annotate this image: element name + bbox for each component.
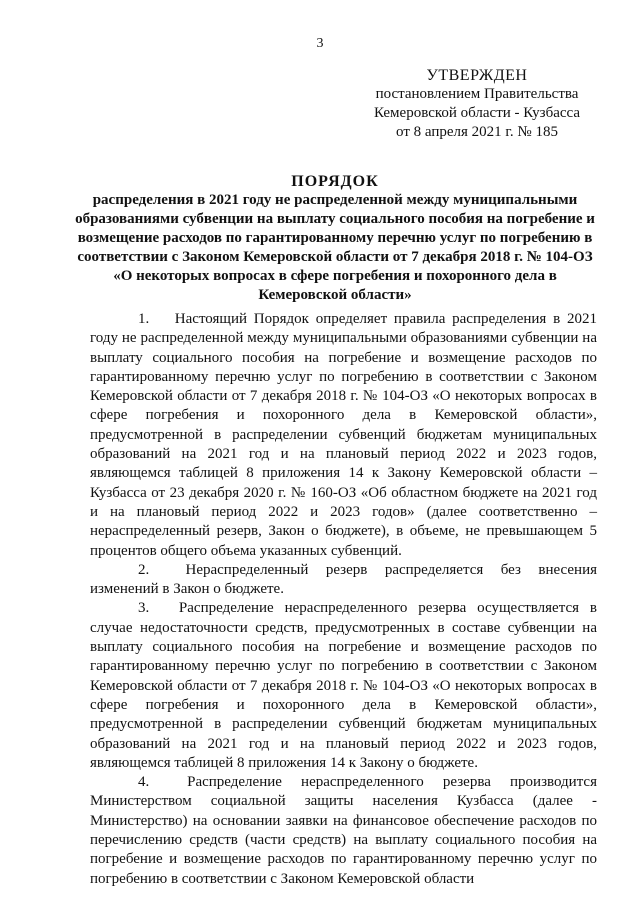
document-title-block [70,172,600,305]
paragraph-text: Распределение нераспределенного резерва осуществляется в случае недостаточности средств, предусмотренных в составе субвенции на выплату социального пособия на погребение и возмещение расходов по гарантированному перечню услуг по погребению в соответствии с Законом Кемеровской области от 7 декабря 2018 г. № 104-ОЗ «О некоторых вопросах в сфере погребения и похоронного дела в Кемеровской области», предусмотренной в распределении субвенций бюджетам муниципальных образований на 2021 год и на плановый период 2022 и 2023 годов, являющемся таблицей 8 приложения 14 к Закону о бюджете. [90,600,598,771]
document-subtitle: распределения в 2021 году не распределенной между муниципальными образованиями субвенции на выплату социального пособия на погребение и возмещение расходов по гарантированному перечню услуг по погребению в соответствии с Законом Кемеровской области от 7 декабря 2018 г. № 104-ОЗ «О некоторых вопросах в сфере погребения и похоронного дела в Кемеровской области» [75,192,595,303]
paragraph-text: Нераспределенный резерв распределяется без внесения изменений в Закон о бюджете. [90,561,598,598]
paragraph-2 [90,561,597,600]
paragraph-1 [90,310,597,561]
paragraph-number: 1. [138,311,150,327]
paragraph-text: Настоящий Порядок определяет правила распределения в 2021 году не распределенной между муниципальными образованиями субвенции на выплату социального пособия на погребение и возмещение расходов по гарантированному перечню услуг по погребению в соответствии с Законом Кемеровской области от 7 декабря 2018 г. № 104-ОЗ «О некоторых вопросах в сфере погребения и похоронного дела в Кемеровской области», предусмотренной в распределении субвенций бюджетам муниципальных образований на 2021 год и на плановый период 2022 и 2023 годов, являющемся таблицей 8 приложения 14 к Закону Кемеровской области – Кузбасса от 23 декабря 2020 г. № 160-ОЗ «Об областном бюджете на 2021 год и на плановый период 2022 и 2023 годов» (далее соответственно – нераспределенный резерв, Закон о бюджете), в объеме, не превышающем 5 процентов общего объема указанных субвенций. [90,311,597,559]
paragraph-4 [90,773,597,889]
paragraph-3 [90,599,597,773]
approval-heading: УТВЕРЖДЕН [426,67,528,84]
approval-line: постановлением Правительства [375,86,579,102]
approval-stamp-block [352,66,602,142]
paragraph-number: 2. [138,561,150,578]
approval-line: Кемеровской области - Кузбасса [373,105,581,121]
document-body [90,310,597,889]
document-title: ПОРЯДОК [291,173,379,190]
approval-date-line: от 8 апреля 2021 г. № 185 [396,124,558,140]
page-number: 3 [316,36,324,51]
paragraph-number: 4. [138,774,150,791]
paragraph-number: 3. [138,600,150,617]
paragraph-text: Распределение нераспределенного резерва производится Министерством социальной защиты населения Кузбасса (далее - Министерство) на основании заявки на финансовое обеспечение расходов по перечислению средств (части средств) на выплату социального пособия на погребение и возмещение расходов по гарантированному перечню услуг по погребению в соответствии с Законом Кемеровской области [90,774,597,887]
